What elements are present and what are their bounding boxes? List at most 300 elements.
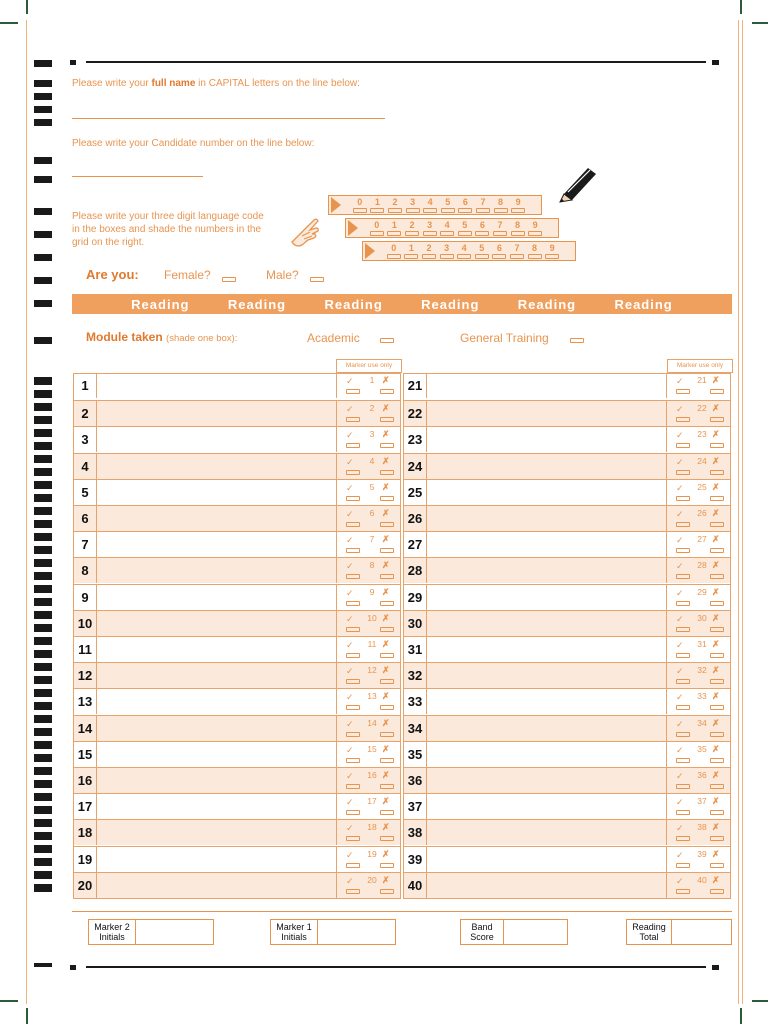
language-digit-option[interactable] bbox=[509, 220, 527, 236]
incorrect-bubble[interactable] bbox=[710, 732, 724, 737]
tick-icon: ✓ bbox=[676, 509, 684, 519]
digit-label: 6 bbox=[479, 220, 485, 230]
question-number: 30 bbox=[404, 611, 427, 636]
incorrect-bubble[interactable] bbox=[380, 784, 394, 789]
answer-field[interactable] bbox=[426, 820, 667, 845]
digit-label: 6 bbox=[462, 197, 468, 207]
correct-bubble[interactable] bbox=[346, 522, 360, 527]
incorrect-bubble[interactable] bbox=[710, 627, 724, 632]
marker2-label: Marker 2 Initials bbox=[89, 920, 136, 944]
timing-mark bbox=[34, 585, 52, 593]
digit-bubble[interactable] bbox=[441, 208, 455, 213]
digit-bubble[interactable] bbox=[353, 208, 367, 213]
digit-label: 5 bbox=[479, 243, 485, 253]
answer-field[interactable] bbox=[96, 401, 337, 426]
incorrect-bubble[interactable] bbox=[710, 417, 724, 422]
answer-row bbox=[404, 846, 730, 872]
digit-bubble[interactable] bbox=[422, 254, 436, 259]
language-digit-option[interactable] bbox=[438, 243, 456, 259]
marker-cell bbox=[336, 480, 400, 505]
question-number: 39 bbox=[404, 847, 427, 872]
incorrect-bubble[interactable] bbox=[380, 732, 394, 737]
answer-field[interactable] bbox=[96, 820, 337, 845]
marker-cell bbox=[336, 454, 400, 479]
marker-question-number: 35 bbox=[697, 743, 707, 754]
marker-question-number: 7 bbox=[369, 534, 375, 545]
timing-mark bbox=[34, 277, 52, 284]
correct-bubble[interactable] bbox=[346, 705, 360, 710]
incorrect-bubble[interactable] bbox=[380, 836, 394, 841]
digit-bubble[interactable] bbox=[440, 254, 454, 259]
cross-icon: ✗ bbox=[712, 822, 720, 833]
digit-bubble[interactable] bbox=[387, 231, 401, 236]
correct-bubble[interactable] bbox=[346, 889, 360, 894]
cross-icon: ✗ bbox=[712, 455, 720, 466]
answer-field[interactable] bbox=[96, 689, 337, 714]
marker-cell bbox=[336, 794, 400, 819]
incorrect-bubble[interactable] bbox=[710, 679, 724, 684]
marker-question-number: 13 bbox=[367, 691, 377, 702]
marker-cell bbox=[666, 847, 730, 872]
question-number: 29 bbox=[404, 585, 427, 610]
pencil-icon bbox=[556, 162, 600, 204]
marker-question-number: 11 bbox=[367, 639, 377, 649]
timing-mark bbox=[34, 254, 52, 261]
digit-bubble[interactable] bbox=[370, 231, 384, 236]
correct-bubble[interactable] bbox=[676, 810, 690, 815]
correct-bubble[interactable] bbox=[346, 470, 360, 475]
cross-icon: ✗ bbox=[382, 717, 390, 728]
language-digit-option[interactable] bbox=[473, 243, 491, 259]
correct-bubble[interactable] bbox=[346, 443, 360, 448]
marker-question-number: 18 bbox=[367, 822, 377, 833]
answer-field[interactable] bbox=[426, 532, 667, 557]
marker-cell bbox=[666, 427, 730, 452]
name-prompt-pre: Please write your bbox=[72, 78, 152, 89]
digit-bubble[interactable] bbox=[511, 231, 525, 236]
digit-bubble[interactable] bbox=[423, 208, 437, 213]
correct-bubble[interactable] bbox=[346, 758, 360, 763]
answer-field[interactable] bbox=[426, 768, 667, 793]
answer-field[interactable] bbox=[426, 427, 667, 452]
digit-bubble[interactable] bbox=[510, 254, 524, 259]
language-digit-option[interactable] bbox=[526, 220, 544, 236]
digit-bubble[interactable] bbox=[494, 208, 508, 213]
answer-field[interactable] bbox=[426, 663, 667, 688]
correct-bubble[interactable] bbox=[676, 574, 690, 579]
answer-field[interactable] bbox=[426, 873, 667, 898]
academic-checkbox[interactable] bbox=[380, 338, 394, 343]
digit-bubble[interactable] bbox=[458, 231, 472, 236]
cross-icon: ✗ bbox=[382, 639, 390, 649]
incorrect-bubble[interactable] bbox=[710, 758, 724, 763]
correct-bubble[interactable] bbox=[346, 679, 360, 684]
language-digit-option[interactable] bbox=[386, 197, 404, 213]
digit-bubble[interactable] bbox=[388, 208, 402, 213]
academic-label: Academic bbox=[307, 331, 360, 345]
answer-field[interactable] bbox=[96, 637, 337, 662]
marker-cell bbox=[336, 847, 400, 872]
correct-bubble[interactable] bbox=[676, 601, 690, 606]
language-digit-option[interactable] bbox=[420, 243, 438, 259]
incorrect-bubble[interactable] bbox=[710, 784, 724, 789]
digit-label: 2 bbox=[392, 197, 398, 207]
correct-bubble[interactable] bbox=[676, 705, 690, 710]
digit-bubble[interactable] bbox=[492, 254, 506, 259]
language-digit-option[interactable] bbox=[455, 243, 473, 259]
answer-field[interactable] bbox=[96, 373, 337, 398]
marker-cell bbox=[666, 873, 730, 898]
correct-bubble[interactable] bbox=[676, 653, 690, 658]
incorrect-bubble[interactable] bbox=[710, 810, 724, 815]
cross-icon: ✗ bbox=[382, 691, 390, 702]
correct-bubble[interactable] bbox=[346, 496, 360, 501]
answer-row bbox=[74, 767, 400, 793]
marker-question-number: 22 bbox=[697, 403, 707, 414]
answer-field[interactable] bbox=[96, 506, 337, 531]
incorrect-bubble[interactable] bbox=[710, 470, 724, 475]
module-hint: (shade one box): bbox=[166, 333, 238, 344]
marker-question-number: 17 bbox=[367, 796, 377, 807]
digit-bubble[interactable] bbox=[545, 254, 559, 259]
incorrect-bubble[interactable] bbox=[380, 443, 394, 448]
answer-field[interactable] bbox=[96, 480, 337, 505]
correct-bubble[interactable] bbox=[676, 836, 690, 841]
digit-label: 4 bbox=[461, 243, 467, 253]
tick-icon: ✓ bbox=[346, 430, 354, 441]
language-code-row-2[interactable] bbox=[345, 218, 559, 238]
timing-mark bbox=[34, 650, 52, 658]
answer-field[interactable] bbox=[426, 454, 667, 479]
marker-cell bbox=[666, 663, 730, 688]
language-digit-option[interactable] bbox=[543, 243, 561, 259]
answer-row bbox=[74, 400, 400, 426]
cross-icon: ✗ bbox=[712, 481, 720, 492]
correct-bubble[interactable] bbox=[346, 574, 360, 579]
general-training-checkbox[interactable] bbox=[570, 338, 584, 343]
bottom-rule bbox=[86, 966, 706, 968]
incorrect-bubble[interactable] bbox=[710, 496, 724, 501]
incorrect-bubble[interactable] bbox=[380, 653, 394, 658]
answer-field[interactable] bbox=[426, 637, 667, 662]
answer-field[interactable] bbox=[426, 506, 667, 531]
timing-mark bbox=[34, 963, 52, 967]
correct-bubble[interactable] bbox=[346, 389, 360, 394]
correct-bubble[interactable] bbox=[346, 732, 360, 737]
answer-row bbox=[74, 557, 400, 583]
digit-bubble[interactable] bbox=[457, 254, 471, 259]
correct-bubble[interactable] bbox=[676, 784, 690, 789]
answer-row bbox=[74, 819, 400, 845]
digit-bubble[interactable] bbox=[475, 254, 489, 259]
incorrect-bubble[interactable] bbox=[380, 705, 394, 710]
incorrect-bubble[interactable] bbox=[710, 389, 724, 394]
answer-field[interactable] bbox=[426, 742, 667, 767]
language-prompt-line2: in the boxes and shade the numbers in the bbox=[72, 224, 262, 235]
question-number: 23 bbox=[404, 427, 427, 452]
language-digit-option[interactable] bbox=[456, 220, 474, 236]
male-checkbox[interactable] bbox=[310, 277, 324, 282]
answer-field[interactable] bbox=[96, 532, 337, 557]
answer-field[interactable] bbox=[426, 716, 667, 741]
timing-mark bbox=[34, 858, 52, 866]
correct-bubble[interactable] bbox=[676, 863, 690, 868]
language-digit-option[interactable] bbox=[369, 197, 387, 213]
incorrect-bubble[interactable] bbox=[380, 548, 394, 553]
answer-row bbox=[404, 662, 730, 688]
correct-bubble[interactable] bbox=[676, 417, 690, 422]
timing-mark bbox=[34, 520, 52, 528]
question-number: 21 bbox=[404, 373, 427, 398]
digit-bubble[interactable] bbox=[404, 254, 418, 259]
incorrect-bubble[interactable] bbox=[380, 389, 394, 394]
incorrect-bubble[interactable] bbox=[380, 574, 394, 579]
language-digit-option[interactable] bbox=[509, 197, 527, 213]
answer-field[interactable] bbox=[96, 558, 337, 583]
answer-field[interactable] bbox=[96, 611, 337, 636]
right-border-line-2 bbox=[742, 20, 743, 1004]
incorrect-bubble[interactable] bbox=[710, 653, 724, 658]
footer-rule bbox=[72, 911, 732, 912]
marker1-initials-box[interactable] bbox=[270, 919, 396, 945]
question-number: 15 bbox=[74, 742, 97, 767]
answer-row bbox=[404, 584, 730, 610]
digit-bubble[interactable] bbox=[511, 208, 525, 213]
correct-bubble[interactable] bbox=[346, 836, 360, 841]
language-digit-option[interactable] bbox=[508, 243, 526, 259]
cross-icon: ✗ bbox=[382, 429, 390, 440]
language-digit-option[interactable] bbox=[385, 243, 403, 259]
answer-field[interactable] bbox=[96, 768, 337, 793]
answer-field[interactable] bbox=[426, 611, 667, 636]
digit-bubble[interactable] bbox=[458, 208, 472, 213]
correct-bubble[interactable] bbox=[676, 627, 690, 632]
timing-mark bbox=[34, 403, 52, 411]
marker-cell bbox=[336, 820, 400, 845]
language-digit-option[interactable] bbox=[457, 197, 475, 213]
incorrect-bubble[interactable] bbox=[380, 522, 394, 527]
incorrect-bubble[interactable] bbox=[380, 679, 394, 684]
marker-question-number: 28 bbox=[697, 560, 707, 571]
correct-bubble[interactable] bbox=[676, 443, 690, 448]
language-digit-option[interactable] bbox=[526, 243, 544, 259]
answer-row bbox=[74, 662, 400, 688]
digit-bubble[interactable] bbox=[493, 231, 507, 236]
correct-bubble[interactable] bbox=[346, 627, 360, 632]
answer-field[interactable] bbox=[96, 742, 337, 767]
marker-question-number: 27 bbox=[697, 534, 707, 545]
timing-mark bbox=[34, 93, 52, 100]
cross-icon: ✗ bbox=[382, 874, 390, 885]
incorrect-bubble[interactable] bbox=[710, 522, 724, 527]
digit-label: 6 bbox=[496, 243, 502, 253]
digit-bubble[interactable] bbox=[528, 254, 542, 259]
correct-bubble[interactable] bbox=[346, 653, 360, 658]
digit-bubble[interactable] bbox=[405, 231, 419, 236]
incorrect-bubble[interactable] bbox=[380, 889, 394, 894]
digit-label: 9 bbox=[515, 197, 521, 207]
right-border-line-1 bbox=[738, 20, 739, 1004]
answer-field[interactable] bbox=[96, 847, 337, 872]
correct-bubble[interactable] bbox=[676, 889, 690, 894]
question-number: 16 bbox=[74, 768, 97, 793]
incorrect-bubble[interactable] bbox=[710, 443, 724, 448]
marker-cell bbox=[336, 637, 400, 662]
language-digit-option[interactable] bbox=[491, 243, 509, 259]
language-digit-option[interactable] bbox=[351, 197, 369, 213]
digit-label: 7 bbox=[497, 220, 503, 230]
language-digit-option[interactable] bbox=[438, 220, 456, 236]
reading-total-box[interactable] bbox=[626, 919, 732, 945]
question-number: 1 bbox=[74, 373, 97, 398]
correct-bubble[interactable] bbox=[676, 758, 690, 763]
correct-bubble[interactable] bbox=[676, 496, 690, 501]
language-digit-option[interactable] bbox=[368, 220, 386, 236]
answer-field[interactable] bbox=[96, 585, 337, 610]
language-digit-option[interactable] bbox=[491, 220, 509, 236]
digit-bubble[interactable] bbox=[387, 254, 401, 259]
marker-cell bbox=[666, 585, 730, 610]
correct-bubble[interactable] bbox=[346, 417, 360, 422]
correct-bubble[interactable] bbox=[346, 548, 360, 553]
incorrect-bubble[interactable] bbox=[710, 705, 724, 710]
incorrect-bubble[interactable] bbox=[710, 863, 724, 868]
banner-label: Reading bbox=[421, 296, 480, 312]
answer-row bbox=[74, 872, 400, 898]
top-rule bbox=[86, 61, 706, 63]
correct-bubble[interactable] bbox=[676, 389, 690, 394]
language-digit-option[interactable] bbox=[474, 197, 492, 213]
digit-bubble[interactable] bbox=[370, 208, 384, 213]
digit-bubble[interactable] bbox=[423, 231, 437, 236]
incorrect-bubble[interactable] bbox=[710, 889, 724, 894]
answer-field[interactable] bbox=[96, 716, 337, 741]
language-digit-option[interactable] bbox=[421, 220, 439, 236]
language-digit-option[interactable] bbox=[386, 220, 404, 236]
band-score-box[interactable] bbox=[460, 919, 568, 945]
correct-bubble[interactable] bbox=[676, 732, 690, 737]
digit-label: 9 bbox=[549, 243, 555, 253]
language-digit-option[interactable] bbox=[492, 197, 510, 213]
answer-field[interactable] bbox=[426, 689, 667, 714]
answer-row bbox=[404, 479, 730, 505]
correct-bubble[interactable] bbox=[676, 470, 690, 475]
cross-icon: ✗ bbox=[382, 481, 390, 492]
correct-bubble[interactable] bbox=[346, 810, 360, 815]
marker-cell bbox=[336, 873, 400, 898]
digit-bubble[interactable] bbox=[476, 208, 490, 213]
digit-label: 4 bbox=[444, 220, 450, 230]
correct-bubble[interactable] bbox=[676, 548, 690, 553]
timing-mark bbox=[34, 572, 52, 580]
marker-question-number: 32 bbox=[697, 665, 707, 676]
language-code-row-1[interactable] bbox=[328, 195, 542, 215]
incorrect-bubble[interactable] bbox=[380, 810, 394, 815]
language-digit-option[interactable] bbox=[474, 220, 492, 236]
correct-bubble[interactable] bbox=[676, 679, 690, 684]
answer-field[interactable] bbox=[426, 585, 667, 610]
marker-question-number: 8 bbox=[369, 560, 375, 571]
language-digit-option[interactable] bbox=[403, 243, 421, 259]
marker-question-number: 34 bbox=[697, 717, 707, 728]
language-digit-option[interactable] bbox=[439, 197, 457, 213]
language-digits-3 bbox=[385, 243, 561, 259]
incorrect-bubble[interactable] bbox=[710, 836, 724, 841]
language-digit-option[interactable] bbox=[404, 197, 422, 213]
answer-row bbox=[404, 636, 730, 662]
timing-mark bbox=[34, 337, 52, 344]
candidate-number-line[interactable] bbox=[72, 176, 203, 177]
answer-field[interactable] bbox=[96, 427, 337, 452]
incorrect-bubble[interactable] bbox=[380, 627, 394, 632]
answer-field[interactable] bbox=[96, 663, 337, 688]
language-code-row-3[interactable] bbox=[362, 241, 576, 261]
incorrect-bubble[interactable] bbox=[380, 863, 394, 868]
language-digit-option[interactable] bbox=[421, 197, 439, 213]
corner-mark-bl-v bbox=[26, 1008, 28, 1024]
marker-question-number: 5 bbox=[369, 481, 375, 492]
digit-label: 2 bbox=[409, 220, 415, 230]
incorrect-bubble[interactable] bbox=[710, 574, 724, 579]
cross-icon: ✗ bbox=[382, 612, 390, 623]
timing-mark bbox=[34, 741, 52, 749]
digit-bubble[interactable] bbox=[475, 231, 489, 236]
language-digit-option[interactable] bbox=[403, 220, 421, 236]
female-checkbox[interactable] bbox=[222, 277, 236, 282]
timing-mark bbox=[34, 390, 52, 398]
incorrect-bubble[interactable] bbox=[380, 496, 394, 501]
reading-total-label: Reading Total bbox=[627, 920, 672, 944]
answer-field[interactable] bbox=[96, 873, 337, 898]
digit-bubble[interactable] bbox=[440, 231, 454, 236]
digit-label: 8 bbox=[498, 197, 504, 207]
digit-bubble[interactable] bbox=[528, 231, 542, 236]
incorrect-bubble[interactable] bbox=[710, 601, 724, 606]
answer-field[interactable] bbox=[426, 847, 667, 872]
timing-mark bbox=[34, 598, 52, 606]
correct-bubble[interactable] bbox=[346, 601, 360, 606]
digit-label: 1 bbox=[408, 243, 414, 253]
correct-bubble[interactable] bbox=[346, 784, 360, 789]
answer-field[interactable] bbox=[426, 794, 667, 819]
correct-bubble[interactable] bbox=[346, 863, 360, 868]
answer-field[interactable] bbox=[96, 794, 337, 819]
incorrect-bubble[interactable] bbox=[380, 470, 394, 475]
full-name-line[interactable] bbox=[72, 118, 385, 119]
module-title: Module taken bbox=[86, 330, 163, 344]
incorrect-bubble[interactable] bbox=[380, 417, 394, 422]
answer-field[interactable] bbox=[96, 454, 337, 479]
marker-cell bbox=[336, 716, 400, 741]
answer-field[interactable] bbox=[426, 480, 667, 505]
marker-cell bbox=[336, 558, 400, 583]
marker-cell bbox=[666, 794, 730, 819]
marker-cell bbox=[336, 532, 400, 557]
digit-label: 0 bbox=[391, 243, 397, 253]
incorrect-bubble[interactable] bbox=[380, 758, 394, 763]
answer-field[interactable] bbox=[426, 373, 667, 398]
digit-label: 7 bbox=[480, 197, 486, 207]
incorrect-bubble[interactable] bbox=[380, 601, 394, 606]
answer-field[interactable] bbox=[426, 401, 667, 426]
question-number: 26 bbox=[404, 506, 427, 531]
correct-bubble[interactable] bbox=[676, 522, 690, 527]
answer-field[interactable] bbox=[426, 558, 667, 583]
incorrect-bubble[interactable] bbox=[710, 548, 724, 553]
digit-bubble[interactable] bbox=[406, 208, 420, 213]
marker-question-number: 26 bbox=[697, 508, 707, 518]
marker2-initials-box[interactable] bbox=[88, 919, 214, 945]
